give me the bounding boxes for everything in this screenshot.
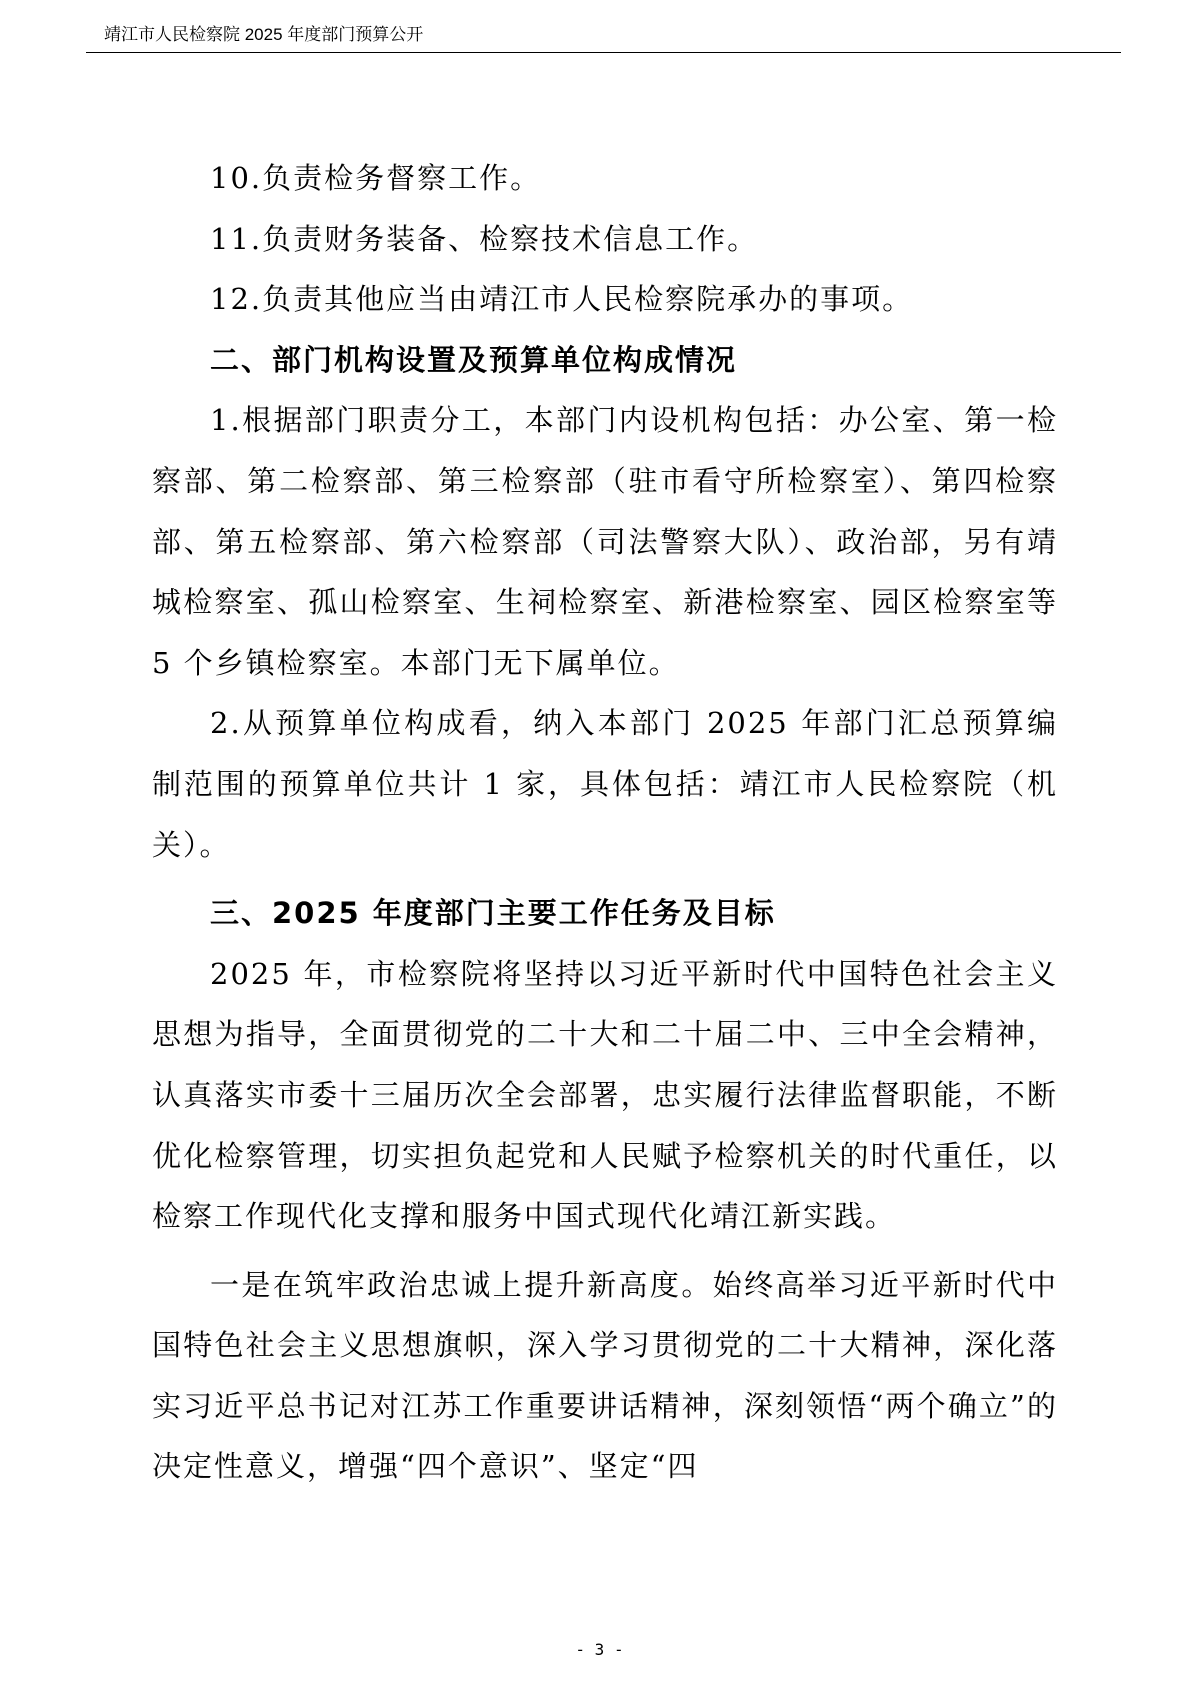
section-heading: 二、部门机构设置及预算单位构成情况 xyxy=(210,342,738,377)
header-title: 靖江市人民检察院 2025 年度部门预算公开 xyxy=(104,25,424,44)
list-item: 11.负责财务装备、检察技术信息工作。 xyxy=(210,221,759,256)
list-item: 12.负责其他应当由靖江市人民检察院承办的事项。 xyxy=(210,282,914,317)
document-body xyxy=(152,148,1058,1497)
paragraph: 2.从预算单位构成看，纳入本部门 2025 年部门汇总预算编制范围的预算单位共计 1 家，具体包括：靖江市人民检察院（机关）。 xyxy=(152,706,1058,862)
page-header xyxy=(86,20,1121,53)
paragraph: 2025 年，市检察院将坚持以习近平新时代中国特色社会主义思想为指导，全面贯彻党的二十大和二十届二中、三中全会精神，认真落实市委十三届历次全会部署，忠实履行法律监督职能，不断优化检察管理，切实担负起党和人民赋予检察机关的时代重任，以检察工作现代化支撑和服务中国式现代化靖江新实践。 xyxy=(152,956,1058,1234)
paragraph: 1.根据部门职责分工，本部门内设机构包括：办公室、第一检察部、第二检察部、第三检察部（驻市看守所检察室）、第四检察部、第五检察部、第六检察部（司法警察大队）、政治部，另有靖城检察室、孤山检察室、生祠检察室、新港检察室、园区检察室等 5 个乡镇检察室。本部门无下属单位。 xyxy=(152,403,1058,680)
page-number: - 3 - xyxy=(575,1640,624,1659)
section-heading: 三、2025 年度部门主要工作任务及目标 xyxy=(210,896,776,931)
list-item: 10.负责检务督察工作。 xyxy=(210,161,542,195)
paragraph: 一是在筑牢政治忠诚上提升新高度。始终高举习近平新时代中国特色社会主义思想旗帜，深入学习贯彻党的二十大精神，深化落实习近平总书记对江苏工作重要讲话精神，深刻领悟“两个确立”的决定性意义，增强“四个意识”、坚定“四 xyxy=(152,1267,1058,1484)
